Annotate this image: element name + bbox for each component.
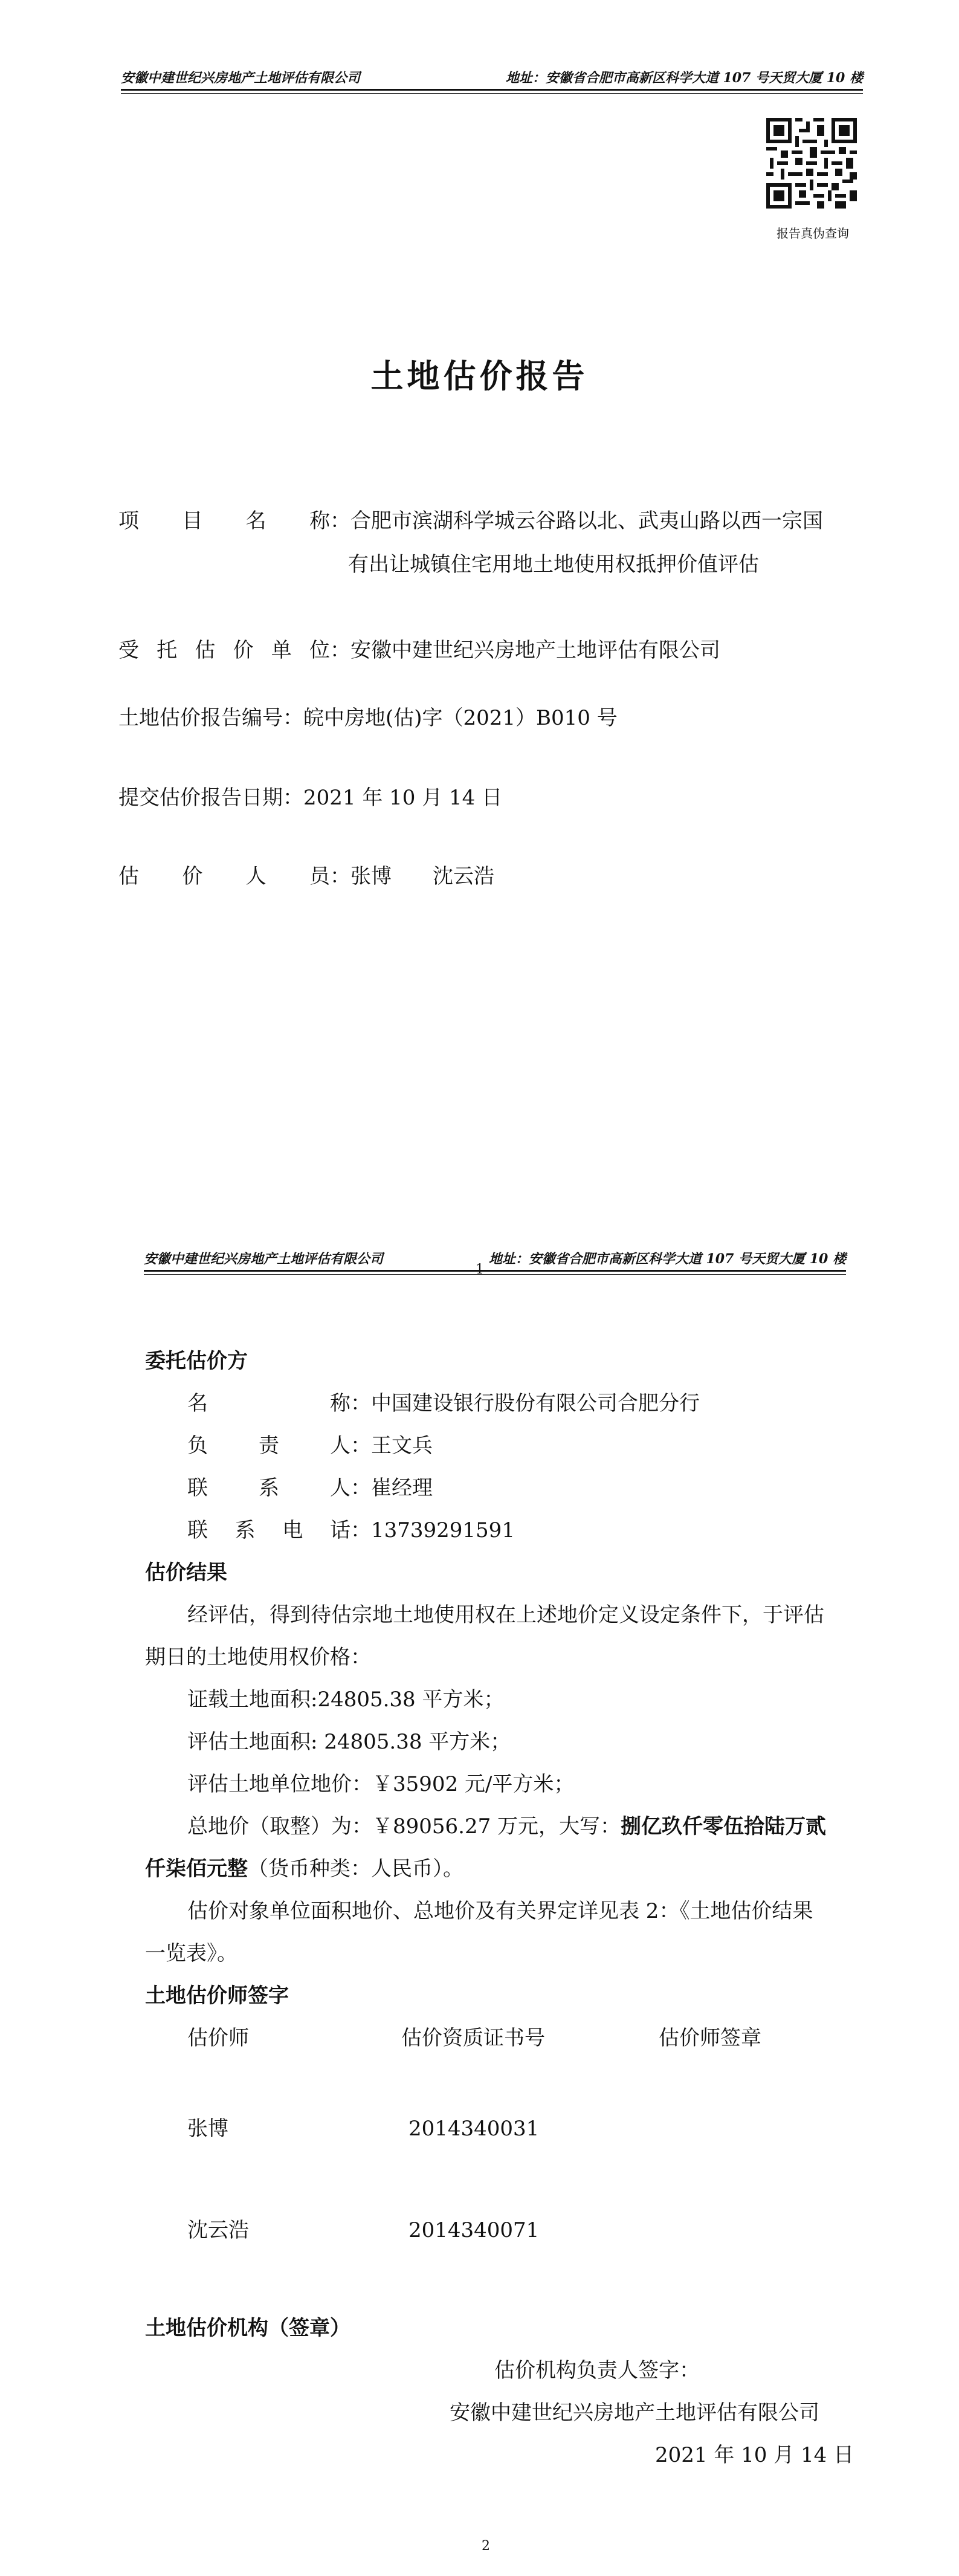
client-name-row: 名 称 ：中国建设银行股份有限公司合肥分行 (187, 1391, 700, 1416)
header-company: 安徽中建世纪兴房地产土地评估有限公司 (144, 1251, 384, 1267)
appraiser-name-2: 沈云浩 (187, 2218, 249, 2242)
header-address: 地址：安徽省合肥市高新区科学大道 107 号天贸大厦 10 楼 (488, 1251, 846, 1267)
result-para3-line1: 估价对象单位面积地价、总地价及有关界定详见表 2：《土地估价结果 (187, 1899, 813, 1923)
client-name-value: ：中国建设银行股份有限公司合肥分行 (350, 1391, 700, 1416)
total-price-caps-2: 仟柒佰元整 (145, 1857, 248, 1881)
project-label: 项 目 名 称 (118, 509, 330, 533)
page-header (144, 1246, 846, 1272)
total-price-line2 (145, 1851, 463, 1887)
client-contact-row: 联 系 人 ：崔经理 (187, 1476, 433, 1500)
col-cert-no: 估价资质证书号 (401, 2026, 545, 2050)
page-number: 1 (476, 1262, 484, 1277)
institution-company: 安徽中建世纪兴房地产土地评估有限公司 (450, 2401, 819, 2425)
report-no-label: 土地估价报告编号 (118, 706, 283, 730)
client-head-value: ：王文兵 (350, 1434, 433, 1458)
client-value: ：安徽中建世纪兴房地产土地评估有限公司 (330, 638, 720, 662)
appraisers-label: 估 价 人 员 (118, 864, 330, 888)
institution-date: 2021 年 10 月 14 日 (655, 2443, 854, 2467)
total-price-line1 (187, 1808, 826, 1845)
page-number: 2 (482, 2539, 490, 2554)
client-heading: 委托估价方 (145, 1349, 248, 1373)
client-phone-row: 联 系 电 话 ：13739291591 (187, 1518, 515, 1542)
qr-caption: 报告真伪查询 (777, 226, 849, 241)
signature-heading: 土地估价师签字 (145, 1984, 289, 2008)
leader-sign: 估价机构负责人签字： (494, 2358, 700, 2383)
client-contact-value: ：崔经理 (350, 1476, 433, 1500)
report-no-value: ：皖中房地(估)字（2021）B010 号 (283, 706, 618, 730)
result-para1-line2: 期日的土地使用权价格： (145, 1645, 371, 1669)
eval-area: 评估土地面积: 24805.38 平方米； (187, 1730, 511, 1754)
submit-date-label: 提交估价报告日期 (118, 786, 283, 810)
unit-price: 评估土地单位地价：￥35902 元/平方米； (187, 1772, 575, 1796)
total-price-caps-1: 捌亿玖仟零伍拾陆万贰 (621, 1814, 827, 1839)
result-para1-line1: 经评估，得到待估宗地土地使用权在上述地价定义设定条件下，于评估 (187, 1603, 824, 1627)
report-title: 土地估价报告 (370, 357, 589, 395)
client-label: 受 托 估 价 单 位 (118, 638, 330, 662)
appraisers-value: ：张博 沈云浩 (330, 864, 494, 888)
client-phone-value: ：13739291591 (350, 1518, 515, 1542)
total-price-suffix: （货币种类：人民币）。 (248, 1857, 463, 1881)
header-company: 安徽中建世纪兴房地产土地评估有限公司 (121, 70, 361, 86)
submit-date-value: ：2021 年 10 月 14 日 (283, 786, 503, 810)
col-appraiser: 估价师 (187, 2026, 249, 2050)
institution-heading: 土地估价机构（签章） (145, 2316, 350, 2340)
result-para3-line2: 一览表》。 (145, 1941, 237, 1966)
client-head-row: 负 责 人 ：王文兵 (187, 1434, 433, 1458)
total-price-prefix: 总地价（取整）为：￥89056.27 万元，大写： (187, 1814, 621, 1839)
appraiser-cert-2: 2014340071 (408, 2218, 540, 2242)
appraiser-name-1: 张博 (187, 2117, 228, 2141)
project-value-line2: 有出让城镇住宅用地土地使用权抵押价值评估 (348, 552, 759, 577)
header-address: 地址：安徽省合肥市高新区科学大道 107 号天贸大厦 10 楼 (505, 70, 863, 86)
col-seal: 估价师签章 (659, 2026, 761, 2050)
result-heading: 估价结果 (145, 1561, 227, 1585)
cert-area: 证载土地面积:24805.38 平方米； (187, 1688, 505, 1712)
appraiser-cert-1: 2014340031 (408, 2117, 540, 2141)
project-value-line1: ：合肥市滨湖科学城云谷路以北、武夷山路以西一宗国 (330, 509, 823, 533)
